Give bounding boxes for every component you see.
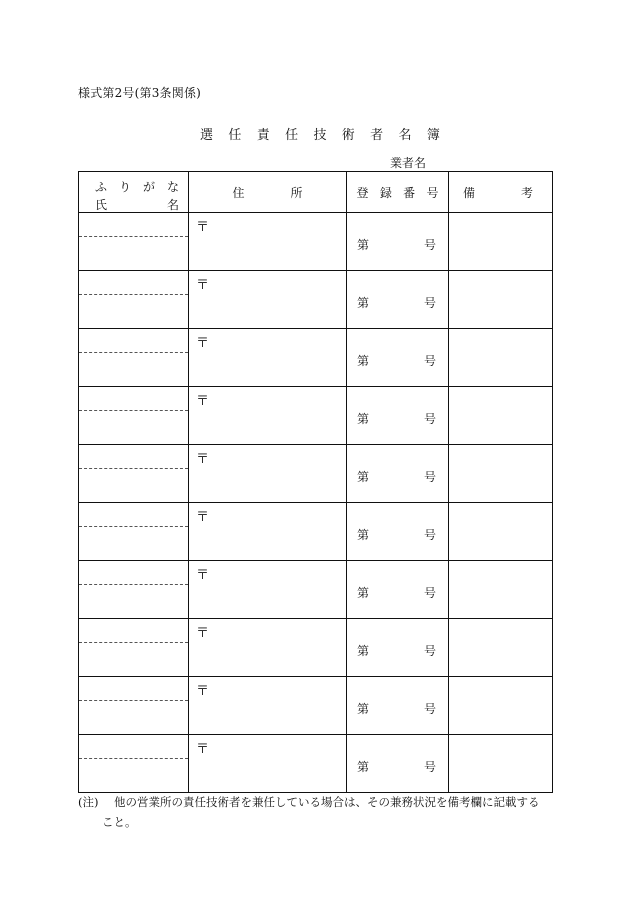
- registration-cell[interactable]: [347, 387, 449, 445]
- table-row: [79, 329, 553, 387]
- postal-mark: 〒: [196, 394, 210, 409]
- remarks-cell[interactable]: [449, 213, 553, 271]
- furigana-divider: [79, 700, 188, 701]
- registration-suffix: 号: [423, 586, 436, 600]
- remarks-cell[interactable]: [449, 619, 553, 677]
- title-char: 技: [313, 128, 327, 143]
- company-name-label: 業者名: [390, 156, 427, 170]
- header-remarks: 備 考: [449, 172, 553, 213]
- address-cell[interactable]: [189, 271, 347, 329]
- name-cell[interactable]: [79, 387, 189, 445]
- name-cell[interactable]: [79, 677, 189, 735]
- remarks-cell[interactable]: [449, 503, 553, 561]
- name-cell[interactable]: [79, 619, 189, 677]
- footnote-text-continued: こと。: [102, 815, 137, 829]
- address-cell[interactable]: [189, 503, 347, 561]
- header-name: [79, 172, 189, 213]
- remarks-cell[interactable]: [449, 329, 553, 387]
- table-row: [79, 561, 553, 619]
- name-cell[interactable]: [79, 213, 189, 271]
- footnote: [78, 792, 558, 832]
- postal-mark: 〒: [196, 452, 210, 467]
- postal-mark: 〒: [196, 742, 210, 757]
- title-char: 術: [341, 128, 355, 143]
- registration-suffix: 号: [423, 702, 436, 716]
- header-address: 住 所: [189, 172, 347, 213]
- address-cell[interactable]: [189, 561, 347, 619]
- name-cell[interactable]: [79, 271, 189, 329]
- registration-prefix: 第: [357, 644, 370, 658]
- name-cell[interactable]: [79, 445, 189, 503]
- title-char: 名: [398, 128, 412, 143]
- remarks-cell[interactable]: [449, 561, 553, 619]
- table-row: [79, 677, 553, 735]
- name-cell[interactable]: [79, 503, 189, 561]
- registration-prefix: 第: [357, 702, 370, 716]
- table-row: [79, 271, 553, 329]
- title-char: 選: [200, 128, 214, 143]
- address-cell[interactable]: [189, 387, 347, 445]
- registration-cell[interactable]: [347, 271, 449, 329]
- registration-suffix: 号: [423, 644, 436, 658]
- address-cell[interactable]: [189, 445, 347, 503]
- registration-prefix: 第: [357, 296, 370, 310]
- address-cell[interactable]: [189, 329, 347, 387]
- registration-cell[interactable]: [347, 503, 449, 561]
- registration-suffix: 号: [423, 296, 436, 310]
- furigana-divider: [79, 584, 188, 585]
- header-full-name: 氏 名: [95, 198, 179, 212]
- registration-prefix: 第: [357, 760, 370, 774]
- registration-prefix: 第: [357, 586, 370, 600]
- furigana-divider: [79, 642, 188, 643]
- title-char: 任: [228, 128, 242, 143]
- remarks-cell[interactable]: [449, 445, 553, 503]
- remarks-cell[interactable]: [449, 271, 553, 329]
- registration-suffix: 号: [423, 470, 436, 484]
- registration-suffix: 号: [423, 760, 436, 774]
- title-char: 任: [285, 128, 299, 143]
- furigana-divider: [79, 758, 188, 759]
- table-row: [79, 735, 553, 793]
- furigana-divider: [79, 468, 188, 469]
- registration-suffix: 号: [423, 238, 436, 252]
- document-title: [200, 124, 440, 143]
- address-cell[interactable]: [189, 619, 347, 677]
- name-cell[interactable]: [79, 329, 189, 387]
- title-char: 簿: [426, 128, 440, 143]
- table-row: [79, 503, 553, 561]
- registration-prefix: 第: [357, 238, 370, 252]
- registration-prefix: 第: [357, 470, 370, 484]
- postal-mark: 〒: [196, 278, 210, 293]
- address-cell[interactable]: [189, 213, 347, 271]
- postal-mark: 〒: [196, 568, 210, 583]
- postal-mark: 〒: [196, 684, 210, 699]
- registration-suffix: 号: [423, 354, 436, 368]
- postal-mark: 〒: [196, 220, 210, 235]
- remarks-cell[interactable]: [449, 735, 553, 793]
- furigana-divider: [79, 410, 188, 411]
- registration-prefix: 第: [357, 354, 370, 368]
- name-cell[interactable]: [79, 735, 189, 793]
- form-number: 様式第2号(第3条関係): [78, 86, 202, 100]
- remarks-cell[interactable]: [449, 387, 553, 445]
- name-cell[interactable]: [79, 561, 189, 619]
- furigana-divider: [79, 352, 188, 353]
- registration-prefix: 第: [357, 412, 370, 426]
- table-row: [79, 445, 553, 503]
- footnote-text: 他の営業所の責任技術者を兼任している場合は、その兼務状況を備考欄に記載する: [114, 795, 540, 809]
- postal-mark: 〒: [196, 510, 210, 525]
- postal-mark: 〒: [196, 626, 210, 641]
- footnote-mark: (注): [78, 795, 99, 809]
- registration-suffix: 号: [423, 412, 436, 426]
- header-furigana: ふ り が な: [95, 180, 179, 194]
- header-registration-number: 登 録 番 号: [347, 172, 449, 213]
- registration-cell[interactable]: [347, 561, 449, 619]
- title-char: 者: [370, 128, 384, 143]
- registration-cell[interactable]: [347, 735, 449, 793]
- title-char: 責: [256, 128, 270, 143]
- table-row: [79, 387, 553, 445]
- registration-cell[interactable]: [347, 619, 449, 677]
- furigana-divider: [79, 526, 188, 527]
- registration-cell[interactable]: [347, 329, 449, 387]
- address-cell[interactable]: [189, 735, 347, 793]
- roster-table: [78, 171, 553, 793]
- table-row: [79, 213, 553, 271]
- registration-prefix: 第: [357, 528, 370, 542]
- furigana-divider: [79, 236, 188, 237]
- furigana-divider: [79, 294, 188, 295]
- registration-cell[interactable]: [347, 445, 449, 503]
- header-row: [79, 172, 553, 213]
- remarks-cell[interactable]: [449, 677, 553, 735]
- table-row: [79, 619, 553, 677]
- postal-mark: 〒: [196, 336, 210, 351]
- address-cell[interactable]: [189, 677, 347, 735]
- registration-cell[interactable]: [347, 213, 449, 271]
- registration-cell[interactable]: [347, 677, 449, 735]
- registration-suffix: 号: [423, 528, 436, 542]
